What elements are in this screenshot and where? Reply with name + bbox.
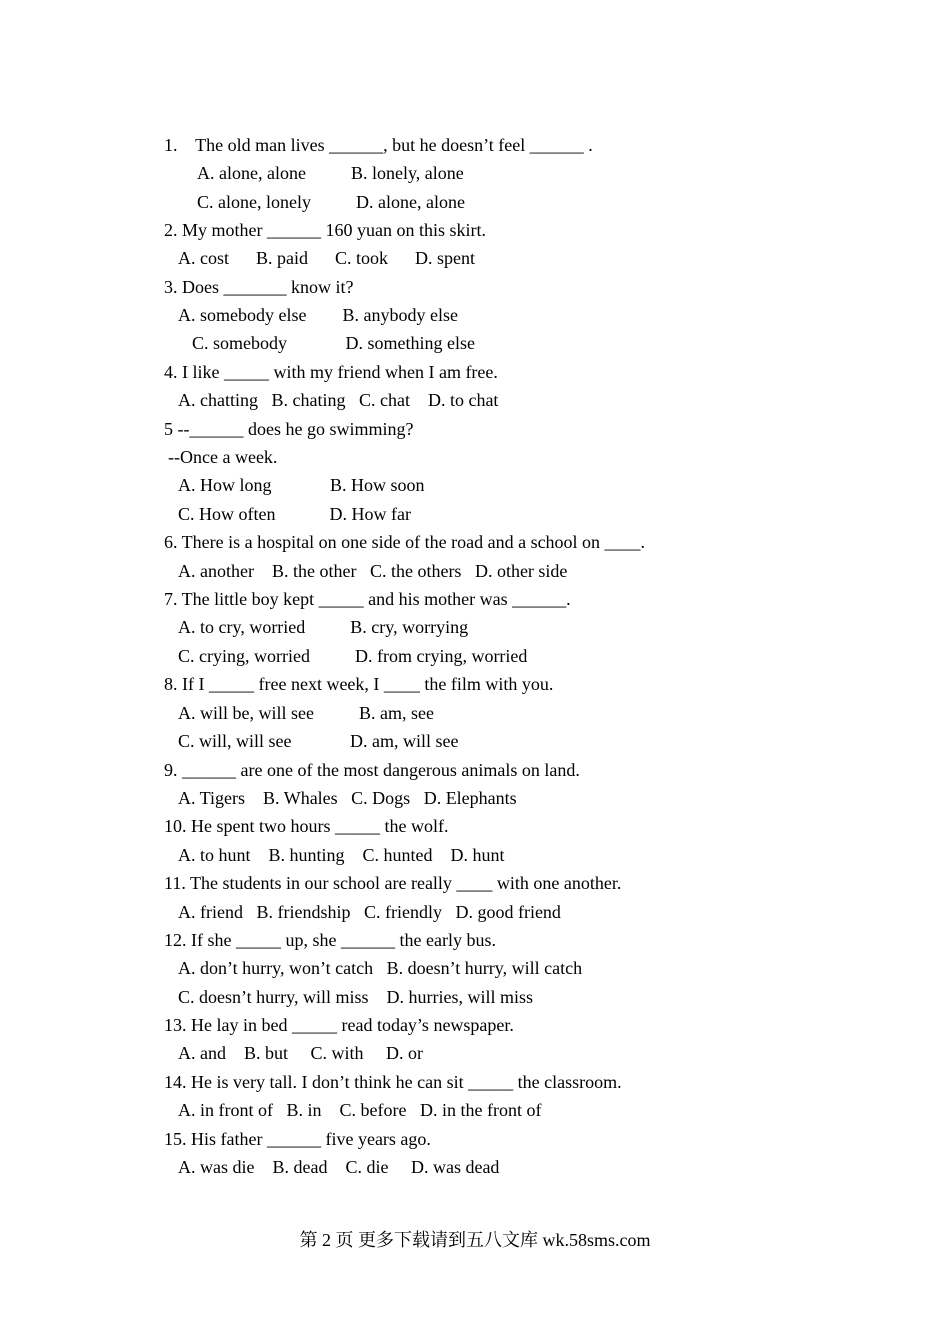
q2-stem: 2. My mother ______ 160 yuan on this skirt.	[164, 220, 486, 240]
q5-options-ab: A. How long B. How soon	[178, 475, 425, 495]
q6-stem: 6. There is a hospital on one side of the road and a school on ____.	[164, 532, 646, 552]
q13-options: A. and B. but C. with D. or	[178, 1043, 423, 1063]
q8-stem: 8. If I _____ free next week, I ____ the film with you.	[164, 674, 554, 694]
q14-options: A. in front of B. in C. before D. in the front of	[178, 1100, 542, 1120]
q7-options-cd: C. crying, worried D. from crying, worried	[178, 646, 528, 666]
q5-response: --Once a week.	[168, 447, 278, 467]
q1-stem: 1. The old man lives ______, but he doesn’t feel ______ .	[164, 135, 593, 155]
q15-options: A. was die B. dead C. die D. was dead	[178, 1157, 500, 1177]
q9-stem: 9. ______ are one of the most dangerous animals on land.	[164, 760, 580, 780]
q10-options: A. to hunt B. hunting C. hunted D. hunt	[178, 845, 505, 865]
q6-options: A. another B. the other C. the others D. other side	[178, 561, 568, 581]
q13-stem: 13. He lay in bed _____ read today’s newspaper.	[164, 1015, 514, 1035]
q5-stem: 5 --______ does he go swimming?	[164, 419, 414, 439]
q3-options-cd: C. somebody D. something else	[192, 333, 475, 353]
q8-options-ab: A. will be, will see B. am, see	[178, 703, 434, 723]
q4-stem: 4. I like _____ with my friend when I am free.	[164, 362, 498, 382]
q8-options-cd: C. will, will see D. am, will see	[178, 731, 459, 751]
q11-stem: 11. The students in our school are really ____ with one another.	[164, 873, 622, 893]
q12-options-ab: A. don’t hurry, won’t catch B. doesn’t hurry, will catch	[178, 958, 583, 978]
q7-stem: 7. The little boy kept _____ and his mother was ______.	[164, 589, 571, 609]
q12-stem: 12. If she _____ up, she ______ the early bus.	[164, 930, 496, 950]
q2-options: A. cost B. paid C. took D. spent	[178, 248, 475, 268]
q5-options-cd: C. How often D. How far	[178, 504, 411, 524]
q10-stem: 10. He spent two hours _____ the wolf.	[164, 816, 449, 836]
q15-stem: 15. His father ______ five years ago.	[164, 1129, 431, 1149]
q3-options-ab: A. somebody else B. anybody else	[178, 305, 458, 325]
q7-options-ab: A. to cry, worried B. cry, worrying	[178, 617, 469, 637]
q1-options-ab: A. alone, alone B. lonely, alone	[197, 163, 464, 183]
q9-options: A. Tigers B. Whales C. Dogs D. Elephants	[178, 788, 517, 808]
q4-options: A. chatting B. chating C. chat D. to chat	[178, 390, 499, 410]
q11-options: A. friend B. friendship C. friendly D. good friend	[178, 902, 561, 922]
q14-stem: 14. He is very tall. I don’t think he can sit _____ the classroom.	[164, 1072, 622, 1092]
q12-options-cd: C. doesn’t hurry, will miss D. hurries, will miss	[178, 987, 533, 1007]
q1-options-cd: C. alone, lonely D. alone, alone	[197, 192, 465, 212]
q3-stem: 3. Does _______ know it?	[164, 277, 354, 297]
page-footer: 第 2 页 更多下载请到五八文库 wk.58sms.com	[299, 1230, 651, 1250]
